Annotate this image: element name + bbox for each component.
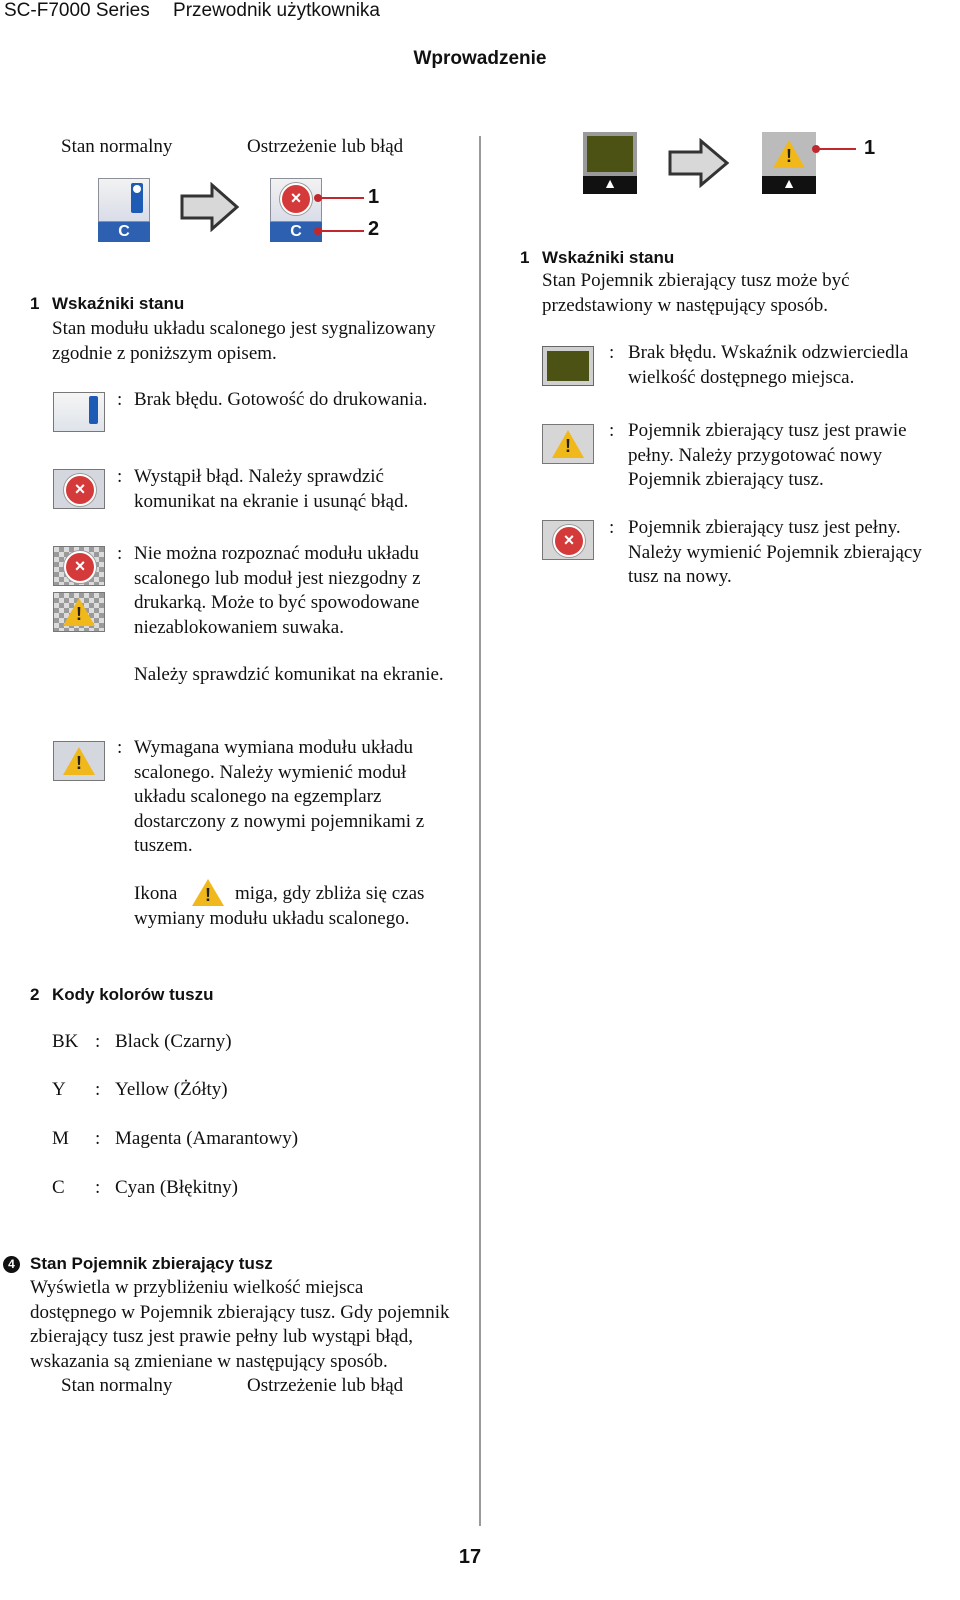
code-name: Yellow (Żółty) [115,1079,228,1100]
ink-label: C [98,222,150,242]
code-abbr: M [52,1128,69,1149]
ink-cyan-normal-icon [98,178,150,242]
ink-warning-small-icon [53,741,105,781]
waste-tank-warning-small-icon [542,424,594,464]
warning-icon: ! [63,598,95,626]
row-text: Pojemnik zbierający tusz jest pełny. Należy wymienić Pojemnik zbierający tusz na nowy. [628,517,922,587]
right-item1-description: Stan Pojemnik zbierający tusz może być przedstawiony w następujący sposób. [542,270,850,316]
error-icon: × [64,474,96,506]
page-number: 17 [458,1546,482,1568]
running-header [4,0,398,22]
code-colon: : [95,1177,101,1198]
state-warning-label-2: Ostrzeżenie lub błąd [247,1375,404,1396]
row-colon: : [609,517,615,538]
waste-tank-warning-icon: ! ▲ [762,132,816,194]
code-name: Black (Czarny) [115,1031,232,1052]
column-divider [479,136,481,1526]
waste-tank-error-small-icon [542,520,594,560]
row-text: Wymagana wymiana modułu układu scalonego. Należy wymienić moduł układu scalonego na egzemplarz dostarczony z nowymi pojemnikami z tuszem. [134,737,425,856]
warning-icon: ! [773,140,805,168]
callout-number: 1 [864,137,876,159]
item4-number-badge: 4 [3,1256,20,1273]
code-abbr: C [52,1177,65,1198]
section-title: Wprowadzenie [413,48,547,69]
waste-tank-normal-icon: ▲ [583,132,637,194]
item4-title: Stan Pojemnik zbierający tusz [30,1254,273,1273]
row-colon: : [609,342,615,363]
right-item1-title: Wskaźniki stanu [542,248,675,267]
state-normal-label-2: Stan normalny [61,1375,173,1396]
item1-title: Wskaźniki stanu [52,294,185,313]
code-row [52,1030,232,1055]
row-text: Należy sprawdzić komunikat na ekranie. [134,664,444,685]
code-name: Magenta (Amarantowy) [115,1128,299,1149]
callout-dot [314,194,322,202]
code-abbr: BK [52,1031,79,1052]
callout-number: 1 [368,186,380,208]
item4-description: Wyświetla w przybliżeniu wielkość miejsca dostępnego w Pojemnik zbierający tusz. Gdy pojemnik zbierający tusz jest prawie pełny lub wystąpi błąd, wskazania są zmieniane w następujący sposób. [30,1277,450,1372]
warning-icon: ! [192,879,224,906]
code-colon: : [95,1128,101,1149]
icon-note-end: miga, gdy zbliża się czas wymiany modułu układu scalonego. [134,883,425,929]
code-name: Cyan (Błękitny) [115,1177,238,1198]
code-row [52,1127,298,1152]
code-colon: : [95,1079,101,1100]
row-colon: : [117,466,123,487]
error-icon: × [280,183,312,215]
item1-number: 1 [30,294,40,313]
code-colon: : [95,1031,101,1052]
right-item1-number: 1 [520,248,530,267]
warning-icon: ! [63,747,95,775]
error-icon: × [64,551,96,583]
unrecognized-error-icon [53,546,105,586]
callout-dot [314,227,322,235]
item2-number: 2 [30,985,40,1004]
item2-title: Kody kolorów tuszu [52,985,214,1004]
icon-note-start: Ikona [134,883,178,904]
arrow-right-icon [180,182,240,232]
state-normal-label: Stan normalny [61,136,173,157]
callout-line [318,230,364,232]
row-text: Wystąpił błąd. Należy sprawdzić komunikat na ekranie i usunąć błąd. [134,466,409,512]
code-abbr: Y [52,1079,66,1100]
error-icon: × [553,525,585,557]
item1-description: Stan modułu układu scalonego jest sygnalizowany zgodnie z poniższym opisem. [52,318,436,364]
state-warning-label: Ostrzeżenie lub błąd [247,136,404,157]
waste-tank-normal-small-icon [542,346,594,386]
code-row [52,1176,238,1201]
ink-label: C [270,222,322,242]
guide-name: Przewodnik użytkownika [173,0,380,21]
row-colon: : [117,737,123,758]
row-colon: : [117,543,123,564]
row-text: Nie można rozpoznać modułu układu scalonego lub moduł jest niezgodny z drukarką. Może to być spowodowane niezablokowaniem suwaka. [134,543,421,638]
arrow-right-icon [668,138,730,188]
code-row [52,1078,228,1103]
unrecognized-warning-icon [53,592,105,632]
series-name: SC-F7000 Series [4,0,150,21]
ink-error-small-icon [53,469,105,509]
row-text: Pojemnik zbierający tusz jest prawie pełny. Należy przygotować nowy Pojemnik zbierający tusz. [628,420,907,490]
row-colon: : [117,389,123,410]
ink-normal-small-icon [53,392,105,432]
callout-dot [812,145,820,153]
row-colon: : [609,420,615,441]
row-text: Brak błędu. Gotowość do drukowania. [134,389,428,410]
callout-line [816,148,856,150]
callout-number: 2 [368,218,380,240]
warning-icon: ! [552,430,584,458]
row-text: Brak błędu. Wskaźnik odzwierciedla wielkość dostępnego miejsca. [628,342,909,388]
callout-line [318,197,364,199]
